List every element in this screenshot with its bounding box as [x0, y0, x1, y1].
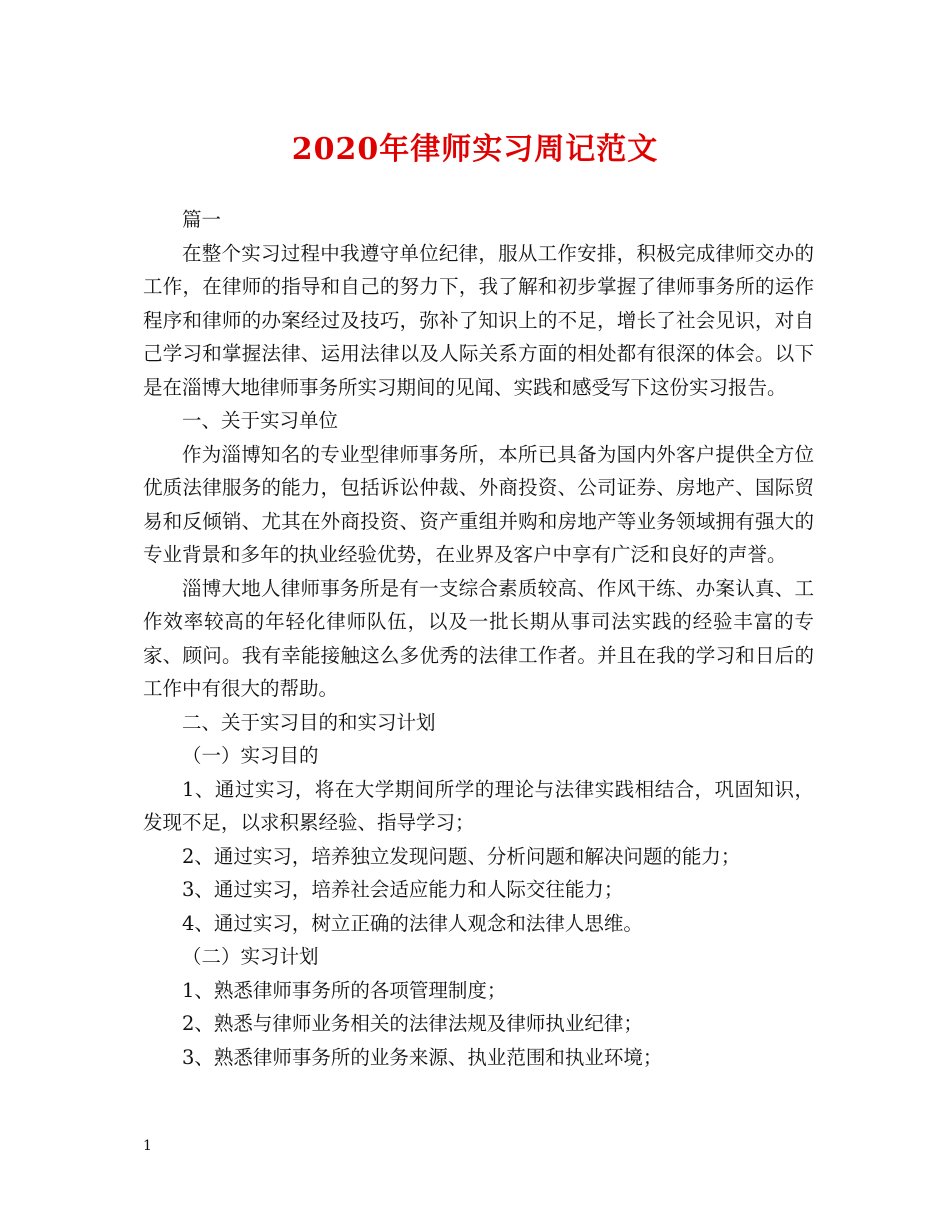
- subheading-purpose: （一）实习目的: [182, 744, 319, 767]
- purpose-item: 3、通过实习，培养社会适应能力和人际交往能力；: [182, 878, 624, 901]
- intro-paragraph: 在整个实习过程中我遵守单位纪律，服从工作安排，积极完成律师交办的工作，在律师的指导和自己的努力下，我了解和初步掌握了律师事务所的运作程序和律师的办案经过及技巧，弥补了知识上的不足，增长了社会见识，对自己学习和掌握法律、运用法律以及人际关系方面的相处都有很深的体会。以下是在淄博大地律师事务所实习期间的见闻、实践和感受写下这份实习报告。: [143, 241, 814, 399]
- document-title: 2020年律师实习周记范文: [291, 132, 659, 167]
- subheading-plan: （二）实习计划: [182, 945, 319, 968]
- heading-purpose-and-plan: 二、关于实习目的和实习计划: [182, 710, 436, 734]
- purpose-item: 1、通过实习，将在大学期间所学的理论与法律实践相结合，巩固知识，发现不足，以求积累经验、指导学习；: [143, 777, 814, 834]
- section-label: 篇一: [182, 208, 222, 231]
- document-body: [143, 203, 814, 1074]
- plan-item: 1、熟悉律师事务所的各项管理制度；: [182, 978, 507, 1002]
- purpose-item: 4、通过实习，树立正确的法律人观念和法律人思维。: [182, 911, 643, 935]
- plan-item: 2、熟悉与律师业务相关的法律法规及律师执业纪律；: [182, 1012, 643, 1035]
- heading-internship-unit: 一、关于实习单位: [182, 409, 339, 432]
- team-description-paragraph: 淄博大地人律师事务所是有一支综合素质较高、作风干练、办案认真、工作效率较高的年轻化律师队伍，以及一批长期从事司法实践的经验丰富的专家、顾问。我有幸能接触这么多优秀的法律工作者。并且在我的学习和日后的工作中有很大的帮助。: [143, 576, 814, 700]
- page-number: 1: [143, 1138, 152, 1154]
- plan-item: 3、熟悉律师事务所的业务来源、执业范围和执业环境；: [182, 1045, 663, 1069]
- purpose-item: 2、通过实习，培养独立发现问题、分析问题和解决问题的能力；: [182, 844, 741, 868]
- unit-description-paragraph: 作为淄博知名的专业型律师事务所，本所已具备为国内外客户提供全方位优质法律服务的能力，包括诉讼仲裁、外商投资、公司证券、房地产、国际贸易和反倾销、尤其在外商投资、资产重组并购和房地产等业务领域拥有强大的专业背景和多年的执业经验优势，在业界及客户中享有广泛和良好的声誉。: [143, 442, 814, 566]
